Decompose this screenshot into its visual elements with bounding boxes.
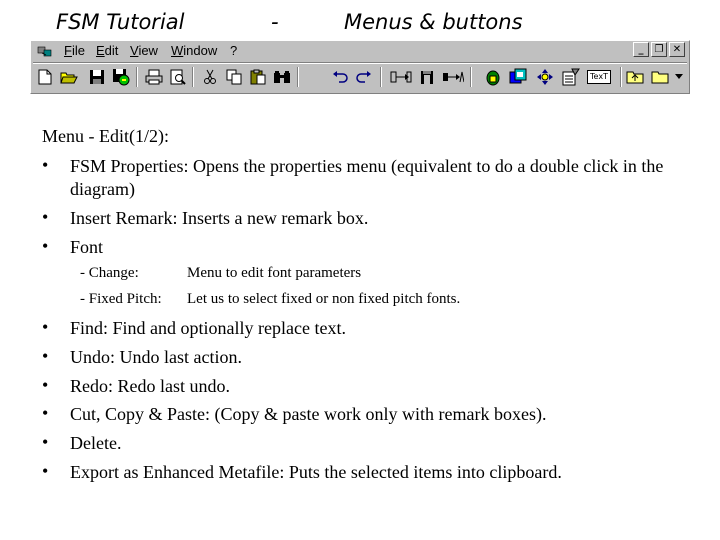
list-item: [42, 375, 702, 398]
save-all-icon[interactable]: [110, 66, 132, 88]
list-item: [42, 461, 702, 484]
toolbar-divider: [620, 67, 622, 87]
menu-help[interactable]: ?: [230, 43, 238, 58]
menu-file[interactable]: File: [64, 43, 85, 58]
move-icon[interactable]: [534, 66, 556, 88]
title-left: FSM Tutorial: [56, 10, 185, 34]
print-preview-icon[interactable]: [167, 66, 189, 88]
bullet-text: Undo: Undo last action.: [70, 347, 242, 367]
bullet-dot: •: [42, 432, 49, 452]
dropdown-icon[interactable]: [673, 66, 685, 88]
close-button[interactable]: ✕: [669, 42, 685, 57]
toolbar-divider: [380, 67, 382, 87]
zoom-icon[interactable]: [507, 66, 529, 88]
menu-edit[interactable]: Edit: [96, 43, 119, 58]
bullet-text: Find: Find and optionally replace text.: [70, 318, 346, 338]
bullet-text: Font: [70, 237, 104, 257]
minimize-button[interactable]: _: [633, 42, 649, 57]
tool-buttons: [33, 65, 688, 91]
bullet-text: Export as Enhanced Metafile: Puts the selected items into clipboard.: [70, 462, 562, 482]
sub-item-desc: Let us to select fixed or non fixed pitch fonts.: [187, 291, 461, 307]
list-item: [42, 207, 702, 230]
properties-icon[interactable]: [560, 66, 582, 88]
toolbar-divider: [470, 67, 472, 87]
menu-separator: [33, 62, 687, 64]
app-icon: [37, 44, 53, 58]
folder-icon[interactable]: [649, 66, 671, 88]
bullet-dot: •: [42, 207, 49, 227]
section-heading: Menu - Edit(1/2):: [42, 126, 169, 146]
list-item: [42, 317, 702, 340]
text-icon[interactable]: TexT: [586, 66, 612, 88]
window-controls: [633, 42, 685, 57]
menu-view[interactable]: View: [130, 43, 158, 58]
save-icon[interactable]: [86, 66, 108, 88]
copy-icon[interactable]: [223, 66, 245, 88]
state-icon[interactable]: [390, 66, 412, 88]
title-separator: -: [271, 10, 279, 34]
bullet-text: FSM Properties: Opens the properties menu (equivalent to do a double click in the diagram): [70, 156, 664, 199]
print-icon[interactable]: [143, 66, 165, 88]
undo-icon[interactable]: [329, 66, 351, 88]
list-item: [42, 432, 702, 455]
bullet-dot: •: [42, 403, 49, 423]
menu-bar: [31, 41, 689, 61]
bullet-dot: •: [42, 317, 49, 337]
list-item: [42, 403, 702, 426]
open-folder-icon[interactable]: [58, 66, 80, 88]
bullet-dot: •: [42, 375, 49, 395]
sub-item-label: - Change:: [80, 265, 139, 281]
bullet-text: Cut, Copy & Paste: (Copy & paste work only with remark boxes).: [70, 404, 547, 424]
list-item: [42, 236, 702, 259]
bullet-text: Redo: Redo last undo.: [70, 376, 230, 396]
bullet-text: Insert Remark: Inserts a new remark box.: [70, 208, 369, 228]
slide-title: [0, 10, 720, 40]
cut-icon[interactable]: [199, 66, 221, 88]
bullet-dot: •: [42, 236, 49, 256]
new-file-icon[interactable]: [34, 66, 56, 88]
sub-item-label: - Fixed Pitch:: [80, 291, 162, 307]
sub-item-desc: Menu to edit font parameters: [187, 265, 362, 281]
toolbar-divider: [297, 67, 299, 87]
bullet-dot: •: [42, 346, 49, 366]
app-toolbar-screenshot: [30, 40, 690, 94]
go-up-icon[interactable]: [624, 66, 646, 88]
menu-window[interactable]: Window: [171, 43, 218, 58]
lock-icon[interactable]: [482, 66, 504, 88]
bullet-dot: •: [42, 155, 49, 175]
list-item: [42, 346, 702, 369]
paste-icon[interactable]: [247, 66, 269, 88]
list-item: [42, 155, 702, 201]
door-icon[interactable]: [416, 66, 438, 88]
title-right: Menus & buttons: [344, 10, 523, 34]
find-icon[interactable]: [271, 66, 293, 88]
bullet-dot: •: [42, 461, 49, 481]
redo-icon[interactable]: [353, 66, 375, 88]
toolbar-divider: [192, 67, 194, 87]
transition-icon[interactable]: [442, 66, 464, 88]
bullet-text: Delete.: [70, 433, 122, 453]
restore-button[interactable]: ❐: [651, 42, 667, 57]
toolbar-divider: [136, 67, 138, 87]
